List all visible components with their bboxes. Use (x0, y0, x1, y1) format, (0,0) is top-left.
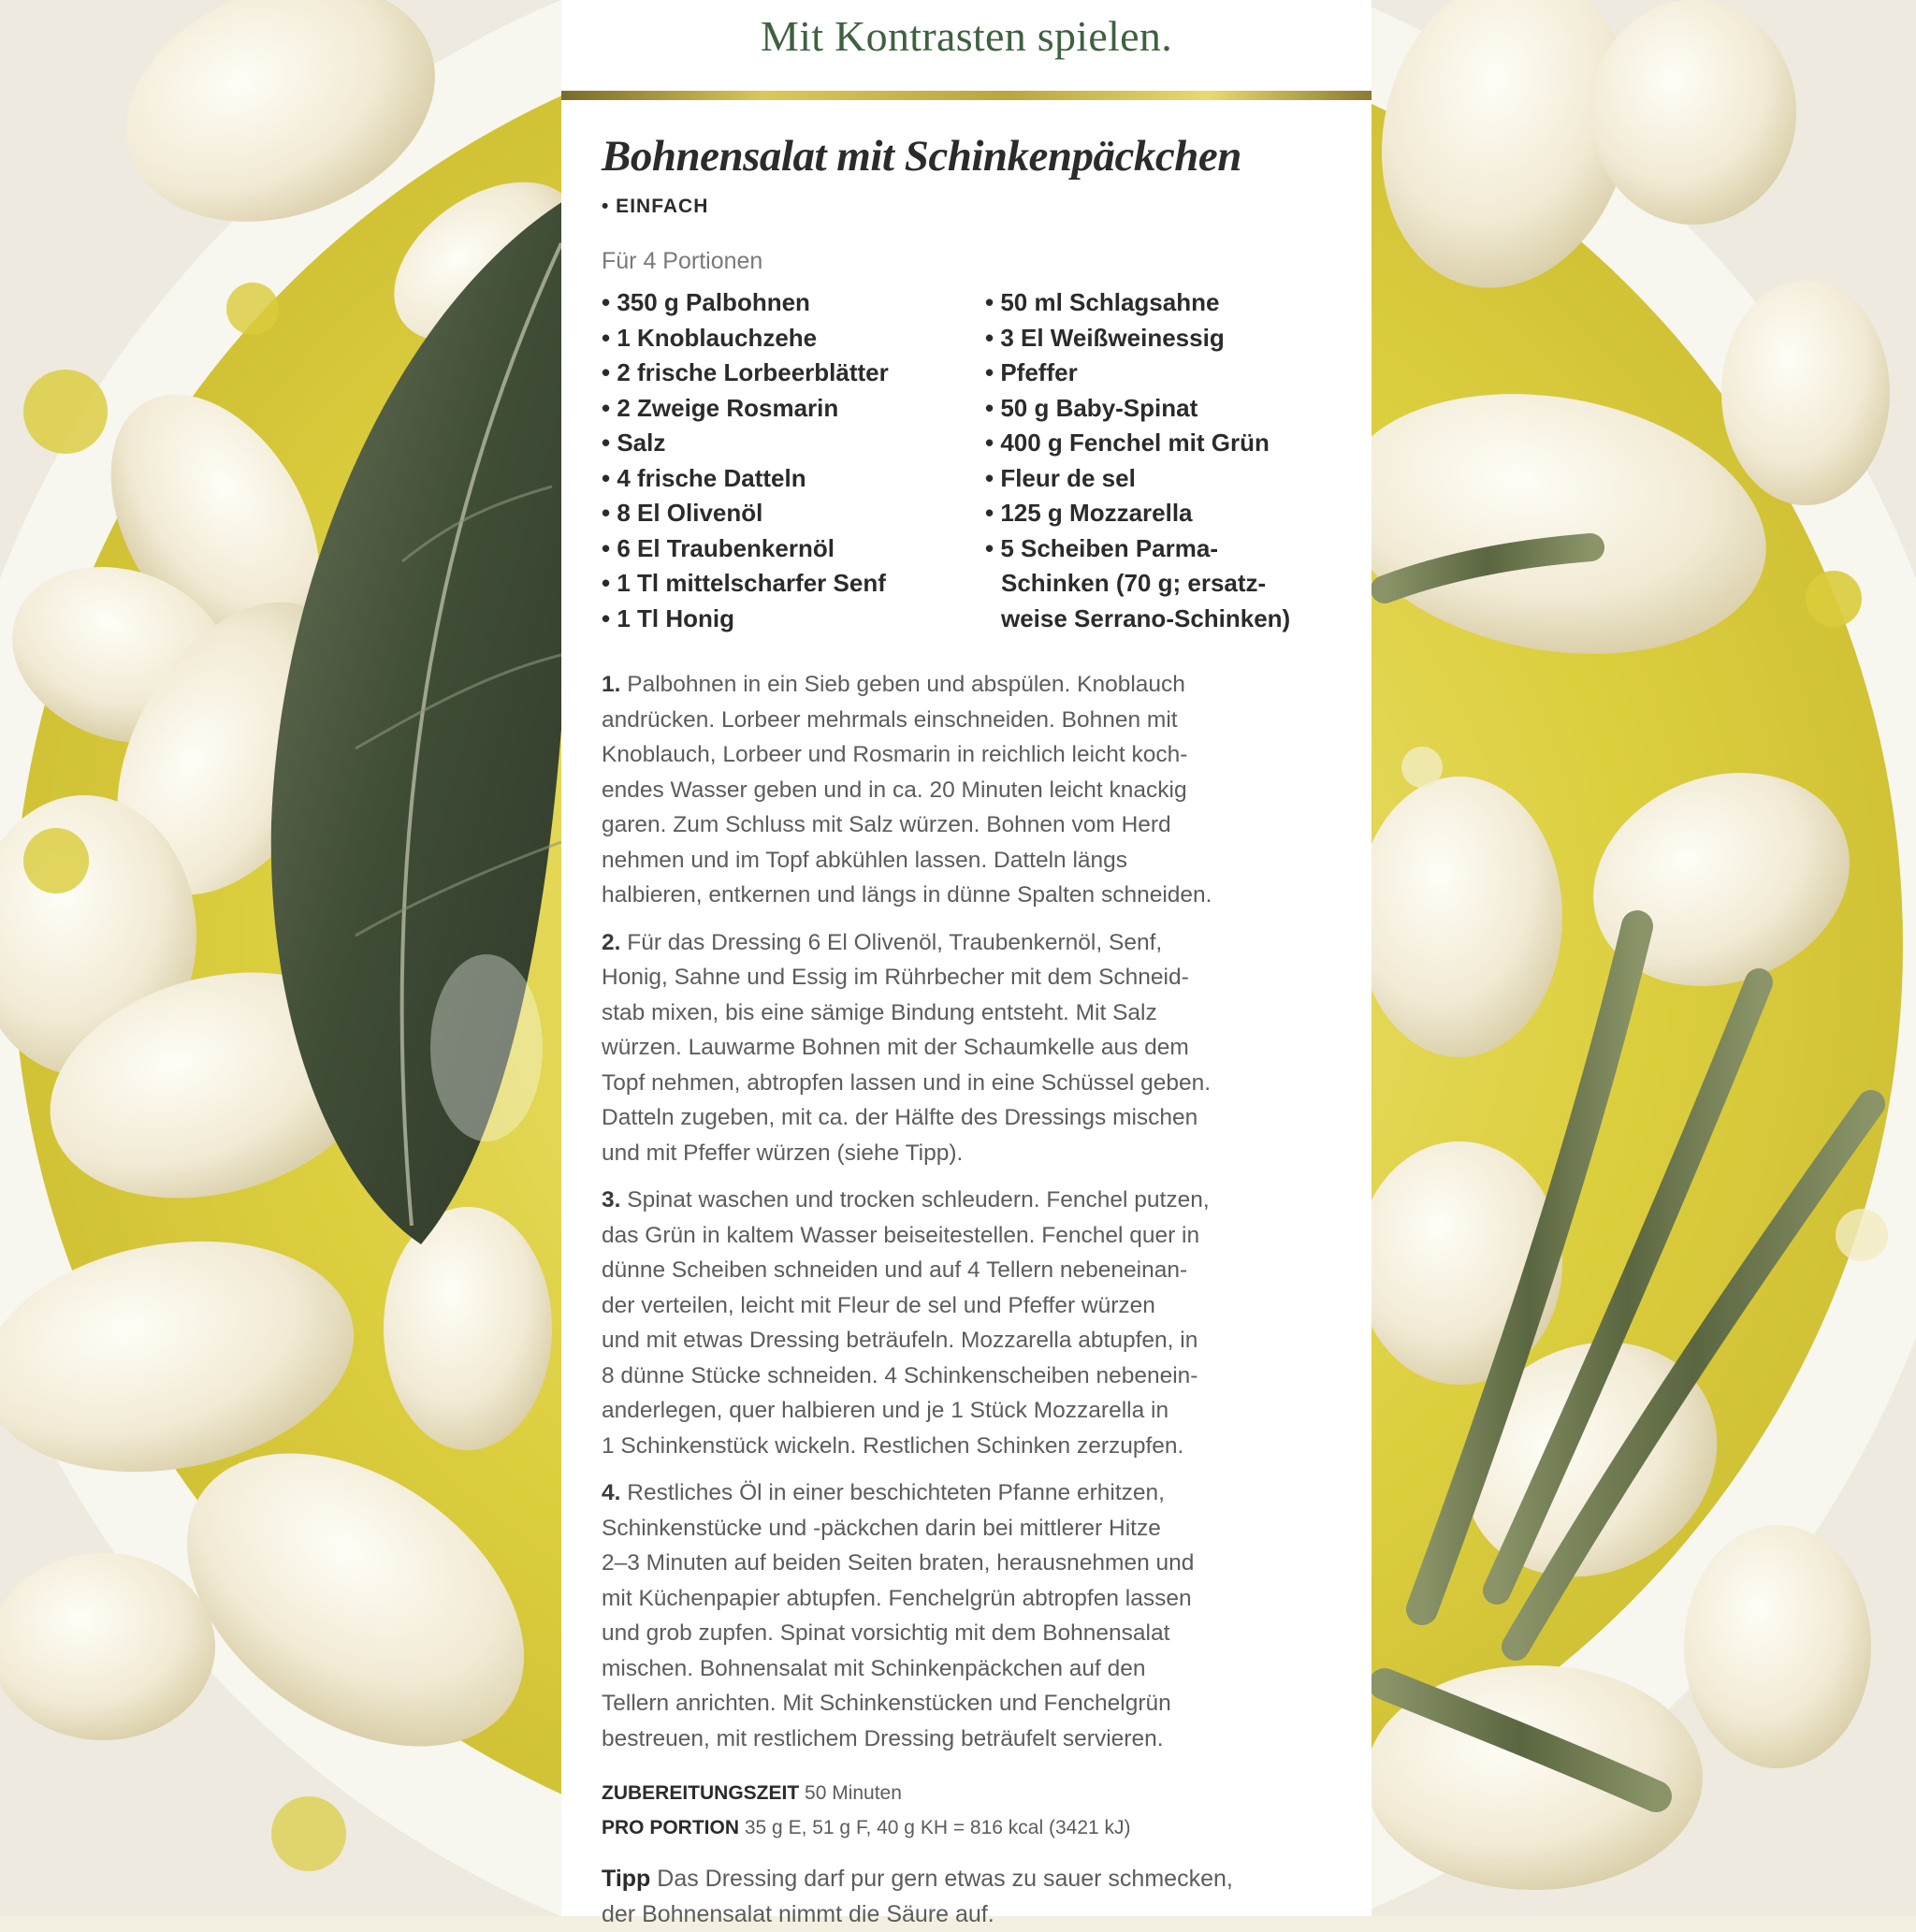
instruction-line (602, 1511, 1341, 1547)
instruction-line (602, 1253, 1341, 1288)
ingredient-item: • 1 Tl Honig (602, 603, 734, 632)
ingredient-item: • 5 Scheiben Parma- (985, 533, 1218, 562)
instruction-line (602, 1100, 1341, 1136)
ingredient-item: • 8 El Olivenöl (602, 499, 763, 527)
ingredient-item: • 1 Knoblauchzehe (602, 323, 818, 352)
step-text: stab mixen, bis eine sämige Bindung entsteht. Mit Salz (602, 999, 1157, 1025)
ingredient-continuation: Schinken (70 g; ersatz- (1001, 569, 1267, 597)
instruction-step (602, 925, 1341, 1171)
tip-label: Tipp (602, 1866, 651, 1892)
per-portion-label: PRO PORTION (602, 1817, 740, 1838)
ingredient-item: • Salz (602, 429, 666, 457)
step-text: garen. Zum Schluss mit Salz würzen. Bohnen vom Herd (602, 812, 1171, 837)
instruction-line (602, 1030, 1341, 1066)
header-strip (561, 0, 1372, 91)
step-text: und mit Pfeffer würzen (siehe Tipp). (602, 1140, 964, 1166)
step-text: Für das Dressing 6 El Olivenöl, Traubenkernöl, Senf, (627, 929, 1163, 955)
instruction-line (602, 703, 1341, 738)
instruction-line (602, 807, 1341, 843)
prep-time-value: 50 Minuten (805, 1782, 902, 1804)
instruction-step (602, 1475, 1341, 1756)
step-text: Spinat waschen und trocken schleudern. Fenchel putzen, (627, 1187, 1210, 1213)
step-text: dünne Scheiben schneiden und auf 4 Tellern nebeneinan- (602, 1257, 1188, 1283)
ingredient-item: • 2 Zweige Rosmarin (602, 393, 839, 422)
ingredient-continuation: weise Serrano-Schinken) (1001, 603, 1291, 632)
instruction-line (602, 995, 1341, 1031)
prep-time (602, 1776, 1131, 1810)
header-divider-photo-strip (561, 91, 1372, 100)
step-text: würzen. Lauwarme Bohnen mit der Schaumkelle aus dem (602, 1035, 1189, 1060)
step-text: Honig, Sahne und Essig im Rührbecher mit dem Schneid- (602, 965, 1189, 990)
instruction-line (602, 667, 1341, 703)
instruction-line (602, 1218, 1341, 1254)
step-text: und mit etwas Dressing beträufeln. Mozzarella abtupfen, in (602, 1328, 1198, 1353)
instruction-line (602, 1066, 1341, 1101)
step-text: halbieren, entkernen und längs in dünne Spalten schneiden. (602, 882, 1212, 908)
instruction-line (602, 960, 1341, 995)
prep-time-label: ZUBEREITUNGSZEIT (602, 1782, 800, 1804)
instruction-line (602, 1429, 1341, 1464)
ingredient-item-continued (985, 602, 1290, 637)
per-portion-value: 35 g E, 51 g F, 40 g KH = 816 kcal (3421 kJ) (744, 1817, 1131, 1838)
step-text: Knoblauch, Lorbeer und Rosmarin in reichlich leicht koch- (602, 742, 1188, 767)
recipe-title: Bohnensalat mit Schinkenpäckchen (602, 132, 1241, 181)
step-text: Restliches Öl in einer beschichteten Pfanne erhitzen, (627, 1480, 1165, 1505)
ingredient-item: • 6 El Traubenkernöl (602, 533, 835, 562)
ingredient-item: • 400 g Fenchel mit Grün (985, 429, 1270, 457)
step-text: 2–3 Minuten auf beiden Seiten braten, herausnehmen und (602, 1550, 1195, 1576)
nutrition (602, 1810, 1131, 1845)
instruction-line (602, 1358, 1341, 1394)
instructions (602, 667, 1341, 1768)
recipe-panel (561, 100, 1372, 1927)
instruction-line (602, 1288, 1341, 1324)
step-text: das Grün in kaltem Wasser beiseitestellen. Fenchel quer in (602, 1222, 1200, 1248)
step-number: 2. (602, 929, 621, 955)
tip-text: Das Dressing darf pur gern etwas zu sauer schmecken, (657, 1866, 1233, 1892)
instruction-step (602, 667, 1341, 913)
step-text: und grob zupfen. Spinat vorsichtig mit dem Bohnensalat (602, 1620, 1170, 1646)
recipe-meta (602, 1776, 1131, 1845)
instruction-step (602, 1183, 1341, 1463)
step-text: Schinkenstücke und -päckchen darin bei mittlerer Hitze (602, 1515, 1161, 1541)
instruction-line (602, 1686, 1341, 1721)
step-number: 4. (602, 1480, 621, 1505)
step-text: Tellern anrichten. Mit Schinkenstücken und Fenchelgrün (602, 1691, 1171, 1716)
ingredient-item: • 4 frische Datteln (602, 463, 806, 492)
ingredient-item: • 125 g Mozzarella (985, 499, 1193, 527)
ingredients-list-right (985, 285, 1290, 636)
step-text: mit Küchenpapier abtupfen. Fenchelgrün abtropfen lassen (602, 1585, 1192, 1611)
step-text: 8 dünne Stücke schneiden. 4 Schinkenscheiben nebenein- (602, 1362, 1198, 1388)
instruction-line (602, 737, 1341, 773)
ingredients-list-left (602, 285, 889, 636)
instruction-line (602, 925, 1341, 961)
servings-label: Für 4 Portionen (602, 248, 763, 274)
instruction-line (602, 1475, 1341, 1511)
instruction-line (602, 1651, 1341, 1687)
instruction-line (602, 1183, 1341, 1218)
step-number: 1. (602, 672, 621, 697)
page-heading: Mit Kontrasten spielen. (761, 12, 1172, 60)
tip-line: der Bohnensalat nimmt die Säure auf. (602, 1901, 994, 1927)
ingredient-item: • 350 g Palbohnen (602, 288, 810, 316)
step-text: mischen. Bohnensalat mit Schinkenpäckchen auf den (602, 1655, 1146, 1681)
ingredient-item: • 3 El Weißweinessig (985, 323, 1225, 352)
tip-line (602, 1861, 1350, 1896)
step-text: bestreuen, mit restlichem Dressing beträufelt servieren. (602, 1725, 1164, 1751)
instruction-line (602, 1616, 1341, 1651)
instruction-line (602, 1581, 1341, 1617)
ingredient-item: • Pfeffer (985, 358, 1078, 386)
instruction-line (602, 1546, 1341, 1581)
step-text: Palbohnen in ein Sieb geben und abspülen. Knoblauch (627, 672, 1185, 697)
instruction-line (602, 1136, 1341, 1171)
step-text: endes Wasser geben und in ca. 20 Minuten leicht knackig (602, 777, 1187, 803)
instruction-line (602, 878, 1341, 913)
step-text: der verteilen, leicht mit Fleur de sel und Pfeffer würzen (602, 1292, 1155, 1318)
difficulty-badge: • EINFACH (602, 196, 709, 217)
tip-box (602, 1861, 1350, 1932)
step-text: anderlegen, quer halbieren und je 1 Stück Mozzarella in (602, 1398, 1169, 1423)
ingredient-item: • 50 ml Schlagsahne (985, 288, 1220, 316)
ingredient-item: • Fleur de sel (985, 463, 1136, 492)
step-text: Topf nehmen, abtropfen lassen und in eine Schüssel geben. (602, 1069, 1212, 1096)
step-text: Datteln zugeben, mit ca. der Hälfte des Dressings mischen (602, 1105, 1198, 1130)
instruction-line (602, 1721, 1341, 1757)
ingredient-item-continued (985, 566, 1290, 602)
step-text: 1 Schinkenstück wickeln. Restlichen Schinken zerzupfen. (602, 1432, 1184, 1459)
instruction-line (602, 843, 1341, 879)
ingredient-item: • 50 g Baby-Spinat (985, 393, 1198, 422)
instruction-line (602, 1393, 1341, 1429)
ingredient-item: • 2 frische Lorbeerblätter (602, 358, 889, 386)
instruction-line (602, 1323, 1341, 1358)
step-text: nehmen und im Topf abkühlen lassen. Datteln längs (602, 847, 1128, 873)
ingredient-item: • 1 Tl mittelscharfer Senf (602, 569, 886, 597)
step-text: andrücken. Lorbeer mehrmals einschneiden. Bohnen mit (602, 706, 1178, 733)
instruction-line (602, 773, 1341, 808)
step-number: 3. (602, 1187, 621, 1213)
